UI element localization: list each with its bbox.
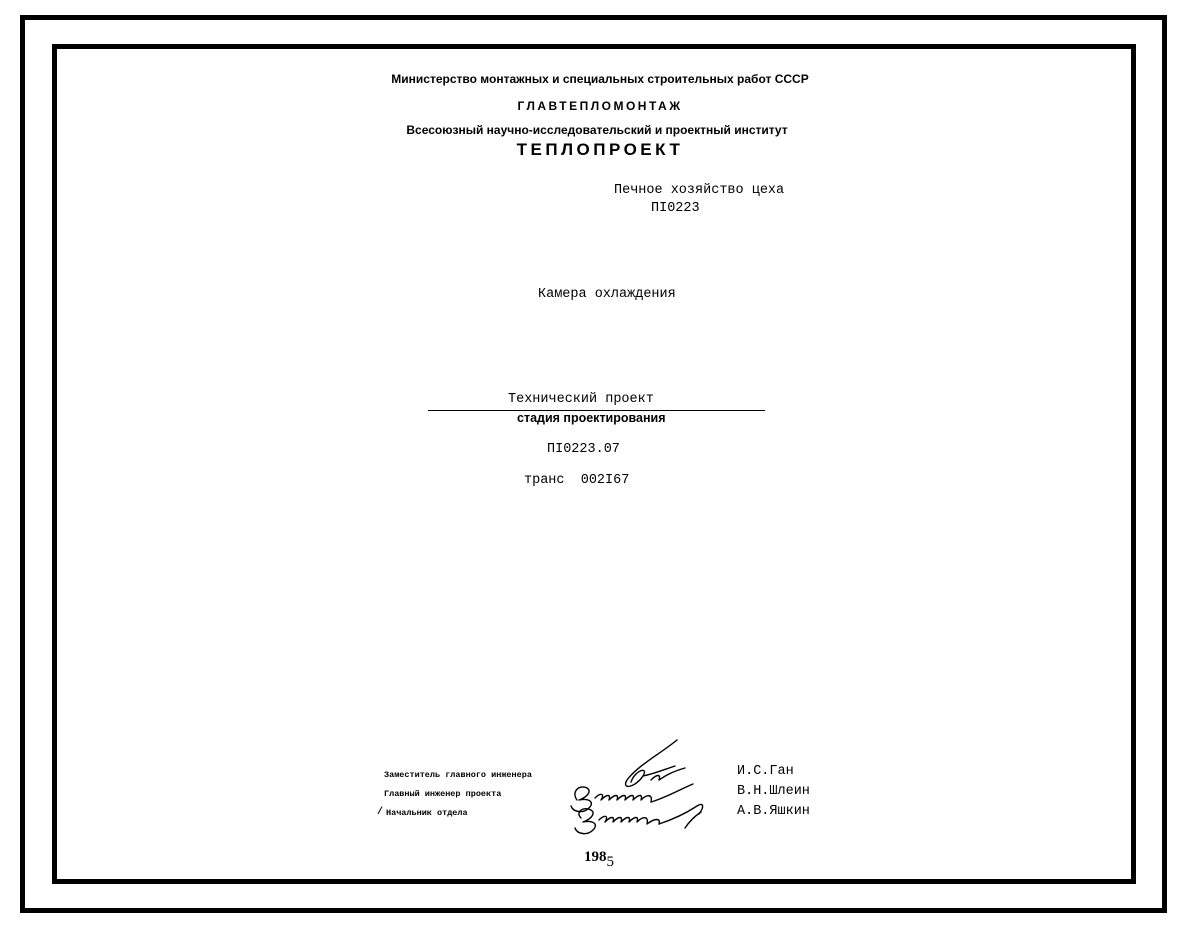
signatory-name-yashkin: А.В.Яшкин	[737, 804, 810, 819]
trust-heading: ГЛАВТЕПЛОМОНТАЖ	[517, 99, 683, 113]
signatory-role-chief-project-engineer: Главный инженер проекта	[384, 789, 502, 799]
signatory-role-deputy-chief-engineer: Заместитель главного инженера	[384, 770, 532, 780]
year-printed: 198	[584, 849, 607, 865]
document-number: ПI0223.07	[547, 442, 620, 457]
institute-name-heading: ТЕПЛОПРОЕКТ	[516, 140, 684, 159]
object-title: Камера охлаждения	[538, 287, 676, 302]
document-year	[584, 849, 614, 870]
facility-code: ПI0223	[651, 201, 700, 216]
ministry-heading: Министерство монтажных и специальных строительных работ СССР	[391, 72, 809, 86]
trans-number: 002I67	[580, 473, 630, 488]
handwritten-signatures	[565, 736, 735, 840]
signatory-role-department-head: Начальник отдела	[386, 808, 468, 818]
tick-mark: /	[377, 807, 384, 818]
signatory-name-shlein: В.Н.Шлеин	[737, 784, 810, 799]
design-stage-caption: стадия проектирования	[517, 411, 666, 425]
signatory-name-gan: И.С.Ган	[737, 764, 794, 779]
trans-label: транс	[524, 473, 565, 488]
trans-line	[524, 474, 629, 488]
year-handwritten-digit: 5	[606, 854, 614, 870]
institute-type-heading: Всесоюзный научно-исследовательский и проектный институт	[406, 123, 788, 137]
facility-title: Печное хозяйство цеха	[614, 183, 785, 198]
design-stage: Технический проект	[508, 392, 654, 407]
